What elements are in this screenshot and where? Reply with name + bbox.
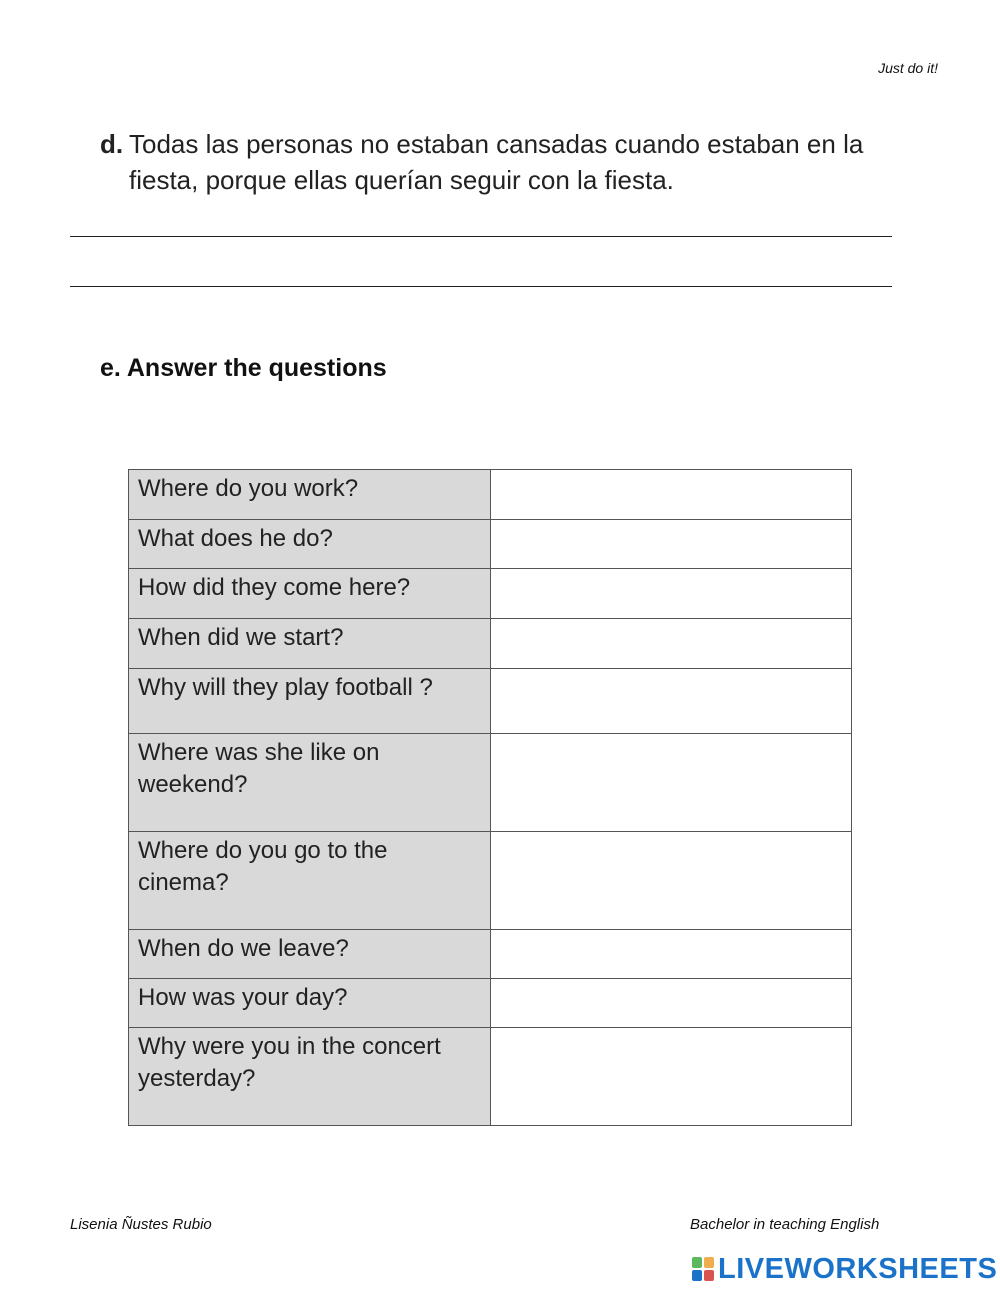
answer-cell[interactable]: [490, 930, 851, 979]
answer-line-1[interactable]: [70, 236, 892, 237]
footer-author: Lisenia Ñustes Rubio: [70, 1216, 212, 1233]
header-note: Just do it!: [878, 60, 938, 76]
item-d: [100, 126, 930, 198]
item-d-text: Todas las personas no estaban cansadas cuando estaban en la fiesta, porque ellas querían seguir con la fiesta.: [129, 129, 864, 195]
table-row: [129, 619, 852, 669]
answer-cell[interactable]: [490, 520, 851, 569]
answer-cell[interactable]: [490, 734, 851, 832]
item-d-letter: d.: [100, 129, 124, 159]
table-row: [129, 979, 852, 1028]
answer-cell[interactable]: [490, 1028, 851, 1126]
answer-cell[interactable]: [490, 569, 851, 619]
answer-cell[interactable]: [490, 619, 851, 669]
answer-line-2[interactable]: [70, 286, 892, 287]
question-cell: Where do you go to the cinema?: [129, 832, 491, 930]
question-cell: Why will they play football ?: [129, 669, 491, 734]
liveworksheets-brand[interactable]: [692, 1253, 997, 1285]
question-cell: What does he do?: [129, 520, 491, 569]
table-row: [129, 520, 852, 569]
answer-cell[interactable]: [490, 979, 851, 1028]
answer-cell[interactable]: [490, 470, 851, 520]
liveworksheets-logo-icon: [692, 1257, 714, 1281]
questions-table: [128, 469, 852, 1126]
table-row: [129, 930, 852, 979]
table-row: [129, 669, 852, 734]
footer-program: Bachelor in teaching English: [690, 1216, 880, 1233]
table-row: [129, 734, 852, 832]
answer-cell[interactable]: [490, 832, 851, 930]
question-cell: Where was she like on weekend?: [129, 734, 491, 832]
question-cell: When do we leave?: [129, 930, 491, 979]
table-row: [129, 569, 852, 619]
table-row: [129, 832, 852, 930]
answer-cell[interactable]: [490, 669, 851, 734]
question-cell: How did they come here?: [129, 569, 491, 619]
question-cell: How was your day?: [129, 979, 491, 1028]
question-cell: Where do you work?: [129, 470, 491, 520]
section-e-title: e. Answer the questions: [100, 354, 387, 382]
table-row: [129, 470, 852, 520]
table-row: [129, 1028, 852, 1126]
question-cell: Why were you in the concert yesterday?: [129, 1028, 491, 1126]
question-cell: When did we start?: [129, 619, 491, 669]
brand-name: LIVEWORKSHEETS: [718, 1252, 998, 1285]
